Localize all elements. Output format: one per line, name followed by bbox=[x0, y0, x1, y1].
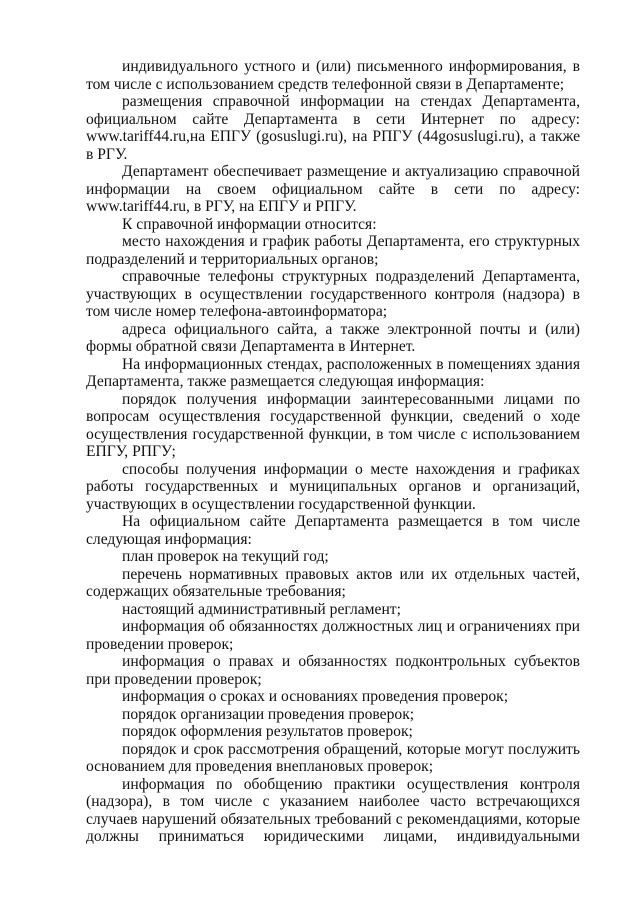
paragraph: На официальном сайте Департамента размещается в том числе следующая информация: bbox=[86, 513, 580, 548]
paragraph: индивидуального устного и (или) письменного информирования, в том числе с использованием средств телефонной связи в Департаменте; bbox=[86, 58, 580, 93]
paragraph: порядок получения информации заинтересованными лицами по вопросам осуществления государственной функции, сведений о ходе осуществления государственной функции, в том числе с использованием ЕПГУ, РПГУ; bbox=[86, 390, 580, 460]
paragraph: способы получения информации о месте нахождения и графиках работы государственных и муниципальных органов и организаций, участвующих в осуществлении государственной функции. bbox=[86, 460, 580, 513]
paragraph: настоящий административный регламент; bbox=[122, 600, 401, 618]
paragraph: К справочной информации относится: bbox=[122, 215, 377, 233]
paragraph: информация о сроках и основаниях проведения проверок; bbox=[122, 688, 509, 705]
paragraph: порядок и срок рассмотрения обращений, которые могут послужить основанием для проведения внеплановых проверок; bbox=[86, 740, 580, 775]
paragraph: порядок организации проведения проверок; bbox=[122, 705, 415, 723]
paragraph: план проверок на текущий год; bbox=[122, 548, 329, 565]
paragraph: адреса официального сайта, а также электронной почты и (или) формы обратной связи Департамента в Интернет. bbox=[86, 320, 580, 355]
paragraph: размещения справочной информации на стендах Департамента, официальном сайте Департамента в сети Интернет по адресу: www.tariff44.ru,на ЕПГУ (gosuslugi.ru), на РПГУ (44gosuslugi.ru), а также в РГУ. bbox=[86, 93, 580, 163]
paragraph: Департамент обеспечивает размещение и актуализацию справочной информации на своем официальном сайте в сети по адресу: www.tariff44.ru, в РГУ, на ЕПГУ и РПГУ. bbox=[86, 163, 580, 215]
paragraph: место нахождения и график работы Департамента, его структурных подразделений и территориальных органов; bbox=[86, 233, 580, 268]
paragraph: информация об обязанностях должностных лиц и ограничениях при проведении проверок; bbox=[86, 618, 580, 653]
paragraph: информация по обобщению практики осуществления контроля (надзора), в том числе с указанием наиболее часто встречающихся случаев нарушений обязательных требований с рекомендациями, которые должны приниматься юридическими лицами, индивидуальными bbox=[86, 775, 580, 845]
paragraph: На информационных стендах, расположенных в помещениях здания Департамента, также размещается следующая информация: bbox=[86, 355, 580, 390]
paragraph: информация о правах и обязанностях подконтрольных субъектов при проведении проверок; bbox=[86, 653, 580, 688]
paragraph: перечень нормативных правовых актов или их отдельных частей, содержащих обязательные требования; bbox=[86, 565, 580, 600]
paragraph: справочные телефоны структурных подразделений Департамента, участвующих в осуществлении государственного контроля (надзора) в том числе номер телефона-автоинформатора; bbox=[86, 268, 580, 320]
paragraph: порядок оформления результатов проверок; bbox=[122, 723, 413, 740]
